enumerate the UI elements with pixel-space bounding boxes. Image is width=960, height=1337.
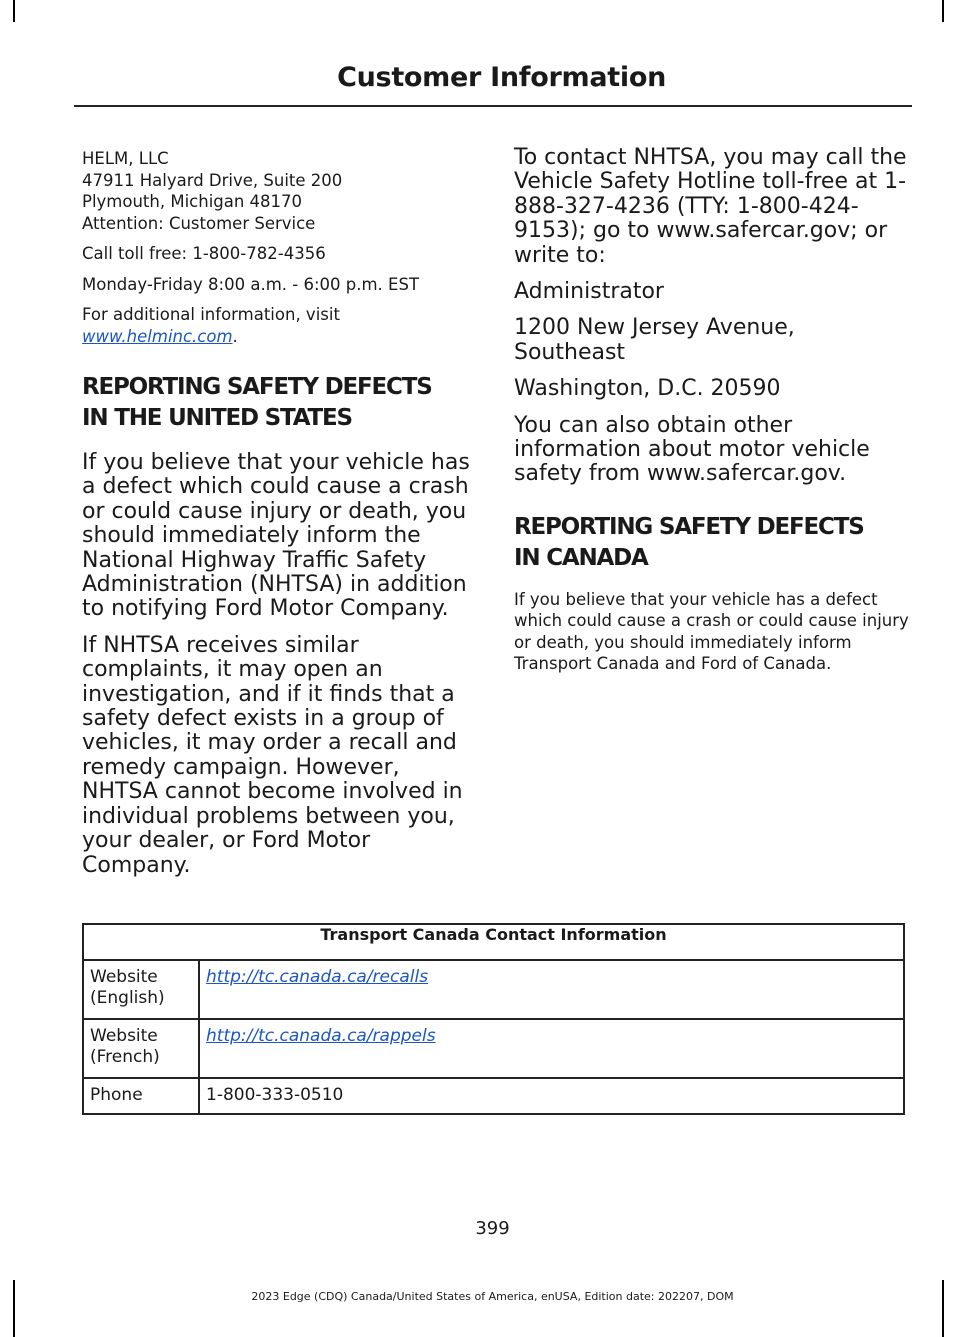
canada-section-heading bbox=[514, 511, 910, 575]
table-row bbox=[83, 1078, 904, 1114]
table-row bbox=[83, 960, 904, 1019]
row-value bbox=[199, 1019, 904, 1078]
address-line: HELM, LLC bbox=[82, 149, 169, 168]
row-label: Website (French) bbox=[83, 1019, 199, 1078]
nhtsa-city: Washington, D.C. 20590 bbox=[514, 376, 781, 402]
page-title: Customer Information bbox=[337, 62, 666, 93]
address-line: Plymouth, Michigan 48170 bbox=[82, 192, 303, 211]
canada-defect-paragraph: If you believe that your vehicle has a defect which could cause a crash or could cause injury or death, you should immediately inform Transport Canada and Ford of Canada. bbox=[514, 589, 909, 674]
heading-line: REPORTING SAFETY DEFECTS bbox=[82, 374, 432, 400]
crop-mark-top-left bbox=[13, 0, 15, 22]
nhtsa-street: 1200 New Jersey Avenue, Southeast bbox=[514, 315, 795, 365]
crop-mark-bottom-right bbox=[942, 1280, 944, 1337]
transport-canada-table bbox=[82, 923, 905, 1115]
phone-value: 1-800-333-0510 bbox=[199, 1078, 904, 1114]
address-line: Attention: Customer Service bbox=[82, 213, 316, 233]
row-label: Website (English) bbox=[83, 960, 199, 1019]
table-caption: Transport Canada Contact Information bbox=[83, 924, 904, 960]
crop-mark-top-right bbox=[942, 0, 944, 22]
header-divider bbox=[74, 105, 912, 107]
page-number: 399 bbox=[475, 1218, 510, 1239]
helm-address bbox=[82, 148, 476, 234]
us-defect-paragraph: If you believe that your vehicle has a defect which could cause a crash or could cause injury or death, you should immediately inform the National Highway Traffic Safety Administration (NHTSA) in addition to notifying Ford Motor Company. bbox=[82, 450, 470, 622]
crop-mark-bottom-left bbox=[13, 1280, 15, 1337]
nhtsa-paragraph: If NHTSA receives similar complaints, it may open an investigation, and if it finds that a safety defect exists in a group of vehicles, it may order a recall and remedy campaign. However, NHTSA cannot become involved in individual problems between you, your dealer, or Ford Motor Company. bbox=[82, 632, 463, 878]
row-value bbox=[199, 960, 904, 1019]
helm-website-link[interactable]: www.helminc.com bbox=[82, 326, 233, 346]
recalls-french-link[interactable]: http://tc.canada.ca/rappels bbox=[206, 1026, 436, 1046]
helm-phone: Call toll free: 1-800-782-4356 bbox=[82, 244, 326, 263]
nhtsa-admin: Administrator bbox=[514, 279, 664, 305]
left-column bbox=[82, 148, 476, 890]
heading-line: IN CANADA bbox=[514, 544, 648, 571]
helm-visit bbox=[82, 304, 476, 347]
heading-line: REPORTING SAFETY DEFECTS bbox=[514, 513, 864, 540]
table-row bbox=[83, 1019, 904, 1078]
heading-line: IN THE UNITED STATES bbox=[82, 405, 352, 431]
visit-suffix: . bbox=[232, 326, 238, 346]
right-column bbox=[514, 146, 910, 684]
helm-hours: Monday-Friday 8:00 a.m. - 6:00 p.m. EST bbox=[82, 274, 420, 294]
edition-footer: 2023 Edge (CDQ) Canada/United States of America, enUSA, Edition date: 202207, DOM bbox=[251, 1290, 734, 1303]
row-label: Phone bbox=[83, 1078, 199, 1114]
us-section-heading bbox=[82, 371, 476, 435]
address-line: 47911 Halyard Drive, Suite 200 bbox=[82, 170, 343, 190]
recalls-english-link[interactable]: http://tc.canada.ca/recalls bbox=[206, 967, 429, 987]
visit-prefix: For additional information, visit bbox=[82, 305, 340, 324]
other-info-paragraph: You can also obtain other information about motor vehicle safety from www.safercar.gov. bbox=[514, 412, 870, 487]
nhtsa-contact-paragraph: To contact NHTSA, you may call the Vehicle Safety Hotline toll-free at 1-888-327-4236 (TTY: 1-800-424-9153); go to www.safercar.gov; or write to: bbox=[514, 145, 907, 268]
